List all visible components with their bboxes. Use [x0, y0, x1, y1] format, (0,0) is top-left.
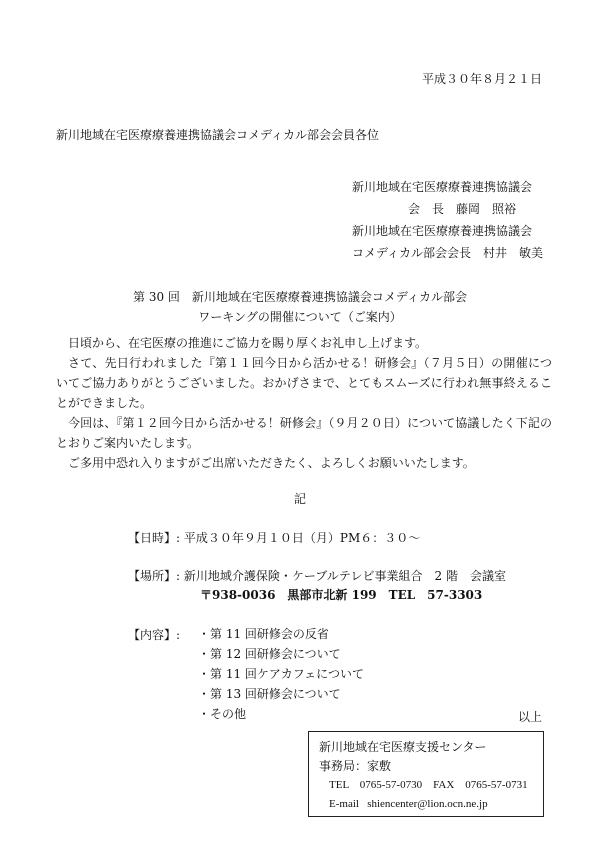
date-label: 【日時】:	[128, 531, 181, 545]
agenda-item: ・第 11 回ケアカフェについて	[198, 667, 364, 681]
body-paragraph-2: さて、先日行われました『第１１回今日から活かせる！研修会』（７月５日）の開催についてご協力ありがとうございました。おかげさまで、とてもスムーズに行われ無事終えることができました。	[56, 356, 552, 410]
detail-place	[128, 566, 506, 586]
agenda-item: ・その他	[198, 707, 247, 721]
sender-org-1: 新川地域在宅医療療養連携協議会	[352, 180, 533, 194]
sender-name-1: 藤岡 照裕	[456, 202, 517, 216]
place-address: 〒938-0036 黒部市北新 199 TEL 57-3303	[200, 588, 483, 602]
document-date: 平成３０年８月２１日	[421, 72, 542, 86]
body-paragraph-1: 日頃から、在宅医療の推進にご協力を賜り厚くお礼申し上げます。	[68, 336, 428, 350]
agenda-item: ・第 11 回研修会の反省	[198, 627, 329, 641]
body-paragraph-3: 今回は、『第１２回今日から活かせる！研修会』（９月２０日）について協議したく下記のとおりご案内いたします。	[56, 416, 552, 450]
contact-org: 新川地域在宅医療支援センター	[319, 740, 487, 754]
sender-title-1: 会 長	[408, 202, 445, 216]
email-label: E-mail	[329, 798, 359, 810]
body-text	[56, 333, 552, 473]
ki-heading: 記	[293, 492, 306, 506]
place-label: 【場所】:	[128, 569, 181, 583]
email-address[interactable]: shiencenter@lion.ocn.ne.jp	[367, 798, 488, 810]
document-subtitle: ワーキングの開催について（ご案内）	[198, 310, 402, 324]
date-value: 平成３０年９月１０日（月）PM６：３０～	[183, 531, 421, 545]
contact-office: 事務局：家敷	[319, 759, 392, 773]
agenda-item: ・第 12 回研修会について	[198, 647, 341, 661]
contact-box	[308, 731, 544, 817]
sender-org-2: 新川地域在宅医療療養連携協議会	[352, 224, 533, 238]
content-label: 【内容】:	[128, 628, 181, 642]
closing-mark: 以上	[517, 710, 542, 724]
sender-name-2: 村井 敏美	[483, 246, 544, 260]
body-paragraph-4: ご多用中恐れ入りますがご出席いただきたく、よろしくお願いいたします。	[68, 456, 475, 470]
document-title: 第 30 回 新川地域在宅医療療養連携協議会コメディカル部会	[133, 290, 467, 304]
agenda-item: ・第 13 回研修会について	[198, 687, 341, 701]
detail-date	[128, 528, 420, 548]
place-value: 新川地域介護保険・ケーブルテレビ事業組合 2 階 会議室	[183, 569, 507, 583]
sender-subchair	[352, 242, 543, 264]
contact-phone: TEL 0765-57-0730 FAX 0765-57-0731	[329, 779, 528, 791]
sender-chair	[408, 198, 516, 220]
sender-title-2: コメディカル部会会長	[352, 246, 472, 260]
contact-email-line	[319, 795, 543, 814]
recipient-line: 新川地域在宅医療療養連携協議会コメディカル部会会員各位	[56, 128, 380, 142]
